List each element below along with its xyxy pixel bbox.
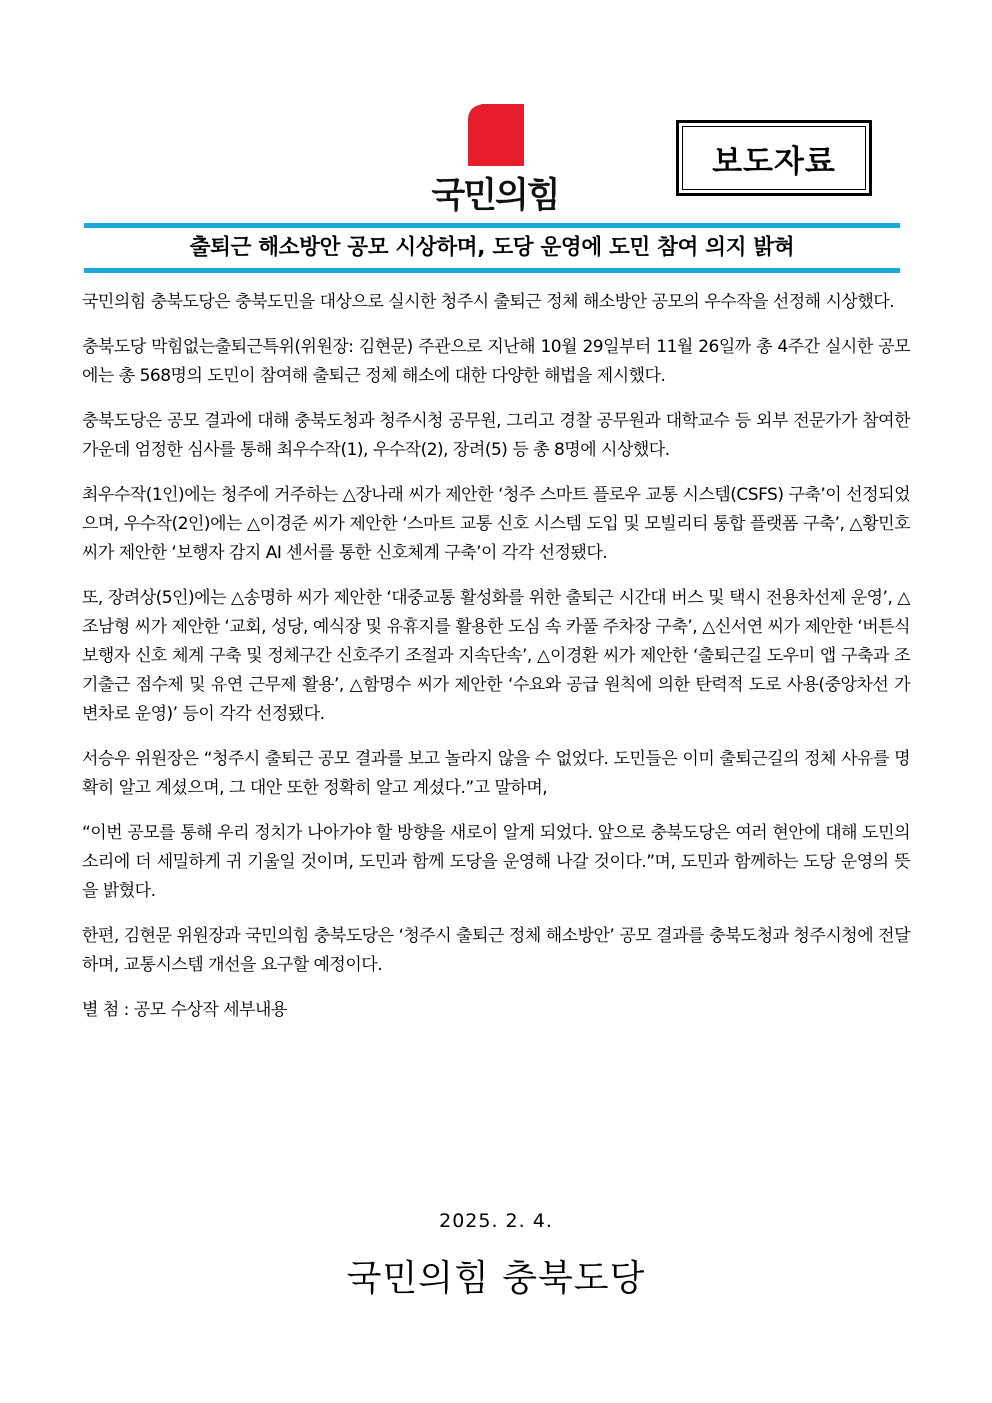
red-square-logo-icon xyxy=(468,104,524,166)
paragraph: 충북도당은 공모 결과에 대해 충북도청과 청주시청 공무원, 그리고 경찰 공무원과 대학교수 등 외부 전문가가 참여한 가운데 엄정한 심사를 통해 최우수작(1), 우수작(2), 장려(5) 등 총 8명에 시상했다. xyxy=(82,411,910,460)
issuer-name: 국민의힘 충북도당 xyxy=(346,1258,646,1299)
paragraph: 충북도당 막힘없는출퇴근특위(위원장: 김현문) 주관으로 지난해 10월 29일부터 11월 26일까 총 4주간 실시한 공모에는 총 568명의 도민이 참여해 출퇴근 정체 해소에 대한 다양한 해법을 제시했다. xyxy=(82,337,910,386)
party-logo xyxy=(420,104,570,220)
headline-bottom-rule xyxy=(84,268,900,273)
press-release-label-box xyxy=(676,120,872,196)
paragraph: 또, 장려상(5인)에는 △송명하 씨가 제안한 ‘대중교통 활성화를 위한 출퇴근 시간대 버스 및 택시 전용차선제 운영’, △조남형 씨가 제안한 ‘교회, 성당, 예식장 및 유휴지를 활용한 도심 속 카풀 주차장 구축’, △신서연 씨가 제안한 ‘버튼식 보행자 신호 체계 구축 및 정체구간 신호주기 조절과 지속단속’, △이경환 씨가 제안한 ‘출퇴근길 도우미 앱 구축과 조기출근 점수제 및 유연 근무제 활용’, △함명수 씨가 제안한 ‘수요와 공급 원칙에 의한 탄력적 도로 사용(중앙차선 가변차로 운영)’ 등이 각각 선정됐다. xyxy=(82,588,910,724)
press-release-label: 보도자료 xyxy=(682,126,866,190)
body-text xyxy=(82,288,910,1025)
attachment-note: 별 첨 : 공모 수상작 세부내용 xyxy=(82,1000,287,1020)
logo-text: 국민의힘 xyxy=(431,176,559,216)
paragraph: “이번 공모를 통해 우리 정치가 나아가야 할 방향을 새로이 알게 되었다. 앞으로 충북도당은 여러 현안에 대해 도민의 소리에 더 세밀하게 귀 기울일 것이며, 도민과 함께 도당을 운영해 나갈 것이다.”며, 도민과 함께하는 도당 운영의 뜻을 밝혔다. xyxy=(82,823,910,901)
paragraph: 국민의힘 충북도당은 충북도민을 대상으로 실시한 청주시 출퇴근 정체 해소방안 공모의 우수작을 선정해 시상했다. xyxy=(82,292,895,312)
headline: 출퇴근 해소방안 공모 시상하며, 도당 운영에 도민 참여 의지 밝혀 xyxy=(189,235,795,260)
paragraph: 서승우 위원장은 “청주시 출퇴근 공모 결과를 보고 놀라지 않을 수 없었다. 도민들은 이미 출퇴근길의 정체 사유를 명확히 알고 계셨으며, 그 대안 또한 정확히 알고 계셨다.”고 말하며, xyxy=(82,749,910,798)
paragraph: 최우수작(1인)에는 청주에 거주하는 △장나래 씨가 제안한 ‘청주 스마트 플로우 교통 시스템(CSFS) 구축’이 선정되었으며, 우수작(2인)에는 △이경준 씨가 제안한 ‘스마트 교통 신호 시스템 도입 및 모빌리티 통합 플랫폼 구축’, △황민호 씨가 제안한 ‘보행자 감지 AI 센서를 통한 신호체계 구축’이 각각 선정됐다. xyxy=(82,485,910,563)
release-date: 2025. 2. 4. xyxy=(439,1210,553,1232)
paragraph: 한편, 김현문 위원장과 국민의힘 충북도당은 ‘청주시 출퇴근 정체 해소방안’ 공모 결과를 충북도청과 청주시청에 전달하며, 교통시스템 개선을 요구할 예정이다. xyxy=(82,926,910,975)
